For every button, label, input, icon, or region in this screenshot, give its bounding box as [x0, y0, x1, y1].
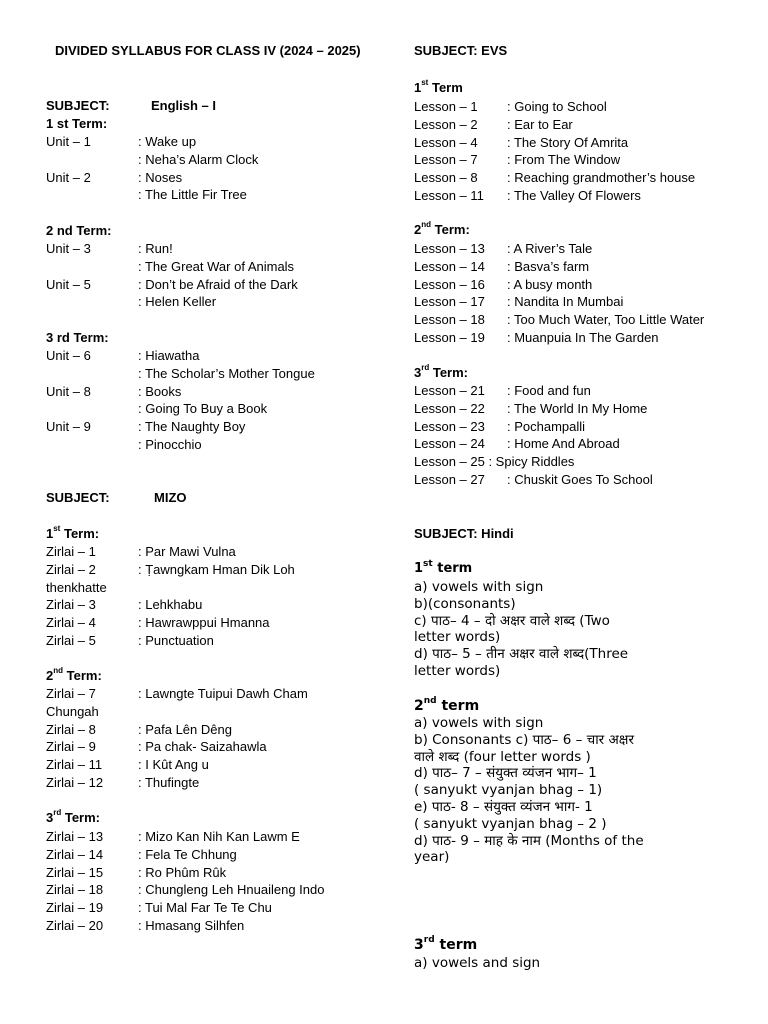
english-item-row — [46, 276, 386, 294]
english-item-title: : Going To Buy a Book — [138, 401, 268, 417]
mizo-item-code: Zirlai – 9 — [46, 739, 96, 755]
evs-item-row — [414, 400, 754, 418]
mizo-item-code: Chungah — [46, 703, 99, 719]
evs-item-title: : Basva’s farm — [507, 258, 590, 274]
hindi-subject-heading: SUBJECT: Hindi — [414, 526, 514, 541]
evs-item-code: Lesson – 14 — [414, 258, 485, 274]
mizo-item-row — [46, 561, 386, 579]
evs-item-row — [414, 311, 754, 329]
hindi-term1-line: c) पाठ– 4 – दो अक्षर वाले शब्द (Two — [414, 612, 610, 629]
hindi-term-3-heading: 3rd term — [414, 935, 478, 953]
hindi-term2-line: वाले शब्द (four letter words ) — [414, 748, 591, 765]
english-item-title: : The Great War of Animals — [138, 258, 295, 274]
hindi-term-1-heading: 1st term — [414, 559, 473, 576]
mizo-item-row — [46, 846, 386, 864]
english-item-title: : Books — [138, 383, 182, 399]
evs-item-row — [414, 293, 754, 311]
hindi-term1-line: a) vowels with sign — [414, 579, 544, 595]
hindi-term1-line: letter words) — [414, 663, 501, 679]
mizo-item-code: thenkhatte — [46, 579, 107, 595]
mizo-item-row — [46, 738, 386, 756]
mizo-item-code: Zirlai – 2 — [46, 561, 96, 577]
hindi-term2-line: e) पाठ- 8 – संयुक्त व्यंजन भाग- 1 — [414, 799, 593, 815]
english-item-code: Unit – 5 — [46, 276, 91, 292]
mizo-item-title: : Lawngte Tuipui Dawh Cham — [138, 686, 308, 701]
evs-subject-heading: SUBJECT: EVS — [414, 43, 508, 58]
evs-item-title: : From The Window — [507, 152, 621, 168]
mizo-item-row — [46, 774, 386, 792]
mizo-item-title: : Ro Phûm Rûk — [138, 864, 227, 880]
english-item-row — [46, 400, 386, 418]
english-item-row — [46, 151, 386, 169]
evs-item-title: : Reaching grandmother’s house — [507, 170, 696, 186]
hindi-term1-line: letter words) — [414, 629, 501, 646]
evs-item-code: Lesson – 1 — [414, 99, 478, 114]
mizo-item-row — [46, 579, 386, 597]
mizo-term-1-heading: 1st Term: — [46, 524, 100, 541]
evs-item-title: : The Valley Of Flowers — [507, 188, 641, 203]
mizo-item-row — [46, 685, 386, 703]
english-item-title: : Hiawatha — [138, 348, 200, 363]
evs-item-row — [414, 258, 754, 276]
mizo-item-row — [46, 917, 386, 935]
mizo-item-title: : Chungleng Leh Hnuaileng Indo — [138, 882, 325, 898]
evs-item-code: Lesson – 13 — [414, 241, 485, 256]
english-item-row — [46, 436, 386, 454]
evs-item-title: : Chuskit Goes To School — [507, 472, 653, 487]
english-item-code: Unit – 8 — [46, 383, 91, 399]
hindi-term2-line: ( sanyukt vyanjan bhag – 1) — [414, 782, 603, 799]
english-item-row — [46, 133, 386, 151]
evs-item-row — [414, 151, 754, 169]
english-subject-name: English – I — [151, 98, 217, 113]
evs-item-title: : A River’s Tale — [507, 241, 593, 256]
english-item-row — [46, 169, 386, 187]
mizo-item-code: Zirlai – 15 — [46, 864, 104, 880]
mizo-item-title: : Lehkhabu — [138, 597, 203, 613]
english-item-row — [46, 258, 386, 276]
evs-item-title: : Ear to Ear — [507, 116, 573, 132]
mizo-item-title: : Ṭawngkam Hman Dik Loh — [138, 561, 295, 577]
hindi-term2-line: b) Consonants c) पाठ– 6 – चार अक्षर — [414, 731, 635, 748]
evs-item-code: Lesson – 8 — [414, 170, 478, 186]
evs-item-title: : Muanpuia In The Garden — [507, 330, 659, 345]
mizo-item-title: : Pa chak- Saizahawla — [138, 739, 267, 755]
english-item-title: : The Naughty Boy — [138, 419, 246, 435]
mizo-item-title: : Pafa Lên Dêng — [138, 721, 232, 737]
hindi-term1-line: d) पाठ– 5 – तीन अक्षर वाले शब्द(Three — [414, 646, 629, 663]
mizo-item-row — [46, 721, 386, 739]
english-item-title: : The Scholar’s Mother Tongue — [138, 365, 315, 381]
mizo-item-title: : I Kût Ang u — [138, 757, 209, 773]
evs-item-row — [414, 134, 754, 152]
evs-item-code: Lesson – 2 — [414, 116, 478, 132]
evs-item-title: : The Story Of Amrita — [507, 134, 629, 150]
mizo-item-title: : Mizo Kan Nih Kan Lawm E — [138, 829, 300, 844]
english-item-row — [46, 347, 386, 365]
evs-item-row — [414, 471, 754, 489]
english-item-row — [46, 240, 386, 258]
evs-item-code: Lesson – 17 — [414, 294, 485, 310]
hindi-term2-line: d) पाठ– 7 – संयुक्त व्यंजन भाग– 1 — [414, 765, 597, 782]
english-item-row — [46, 418, 386, 436]
evs-item-row — [414, 116, 754, 134]
evs-item-code: Lesson – 24 — [414, 436, 485, 452]
hindi-term2-line: ( sanyukt vyanjan bhag – 2 ) — [414, 815, 607, 832]
mizo-item-code: Zirlai – 7 — [46, 686, 96, 701]
english-term-1-heading: 1 st Term: — [46, 116, 108, 131]
evs-item-row — [414, 169, 754, 187]
english-item-row — [46, 293, 386, 311]
english-item-code: Unit – 2 — [46, 169, 91, 185]
hindi-term3-line: a) vowels and sign — [414, 955, 541, 971]
evs-item-row — [414, 187, 754, 205]
english-subject-heading — [46, 98, 217, 113]
english-item-row — [46, 365, 386, 383]
mizo-item-row — [46, 632, 386, 650]
evs-term-1-heading: 1st Term — [414, 78, 463, 95]
english-item-code: Unit – 1 — [46, 134, 91, 149]
mizo-subject-label: SUBJECT: — [46, 490, 110, 505]
evs-item-title: : Too Much Water, Too Little Water — [507, 312, 705, 328]
english-item-row — [46, 186, 386, 204]
evs-item-row — [414, 276, 754, 294]
mizo-item-code: Zirlai – 12 — [46, 775, 104, 790]
evs-item-title: : Home And Abroad — [507, 436, 620, 452]
mizo-item-code: Zirlai – 11 — [46, 757, 103, 773]
english-item-title: : Don’t be Afraid of the Dark — [138, 276, 298, 292]
english-item-title: : Noses — [138, 169, 183, 185]
mizo-item-row — [46, 828, 386, 846]
evs-item-row — [414, 382, 754, 400]
evs-item-code: Lesson – 18 — [414, 312, 485, 328]
evs-item-code: Lesson – 23 — [414, 418, 485, 434]
mizo-item-code: Zirlai – 18 — [46, 882, 104, 898]
english-item-code: Unit – 6 — [46, 348, 91, 363]
english-term-2-heading: 2 nd Term: — [46, 223, 112, 238]
evs-item-code: Lesson – 27 — [414, 472, 485, 487]
evs-item-row — [414, 435, 754, 453]
english-item-title: : The Little Fir Tree — [138, 187, 247, 203]
evs-item-code: Lesson – 4 — [414, 134, 478, 150]
document-title: DIVIDED SYLLABUS FOR CLASS IV (2024 – 2025) — [55, 43, 361, 58]
mizo-item-code: Zirlai – 5 — [46, 633, 96, 648]
mizo-item-code: Zirlai – 4 — [46, 615, 96, 631]
mizo-item-row — [46, 703, 386, 721]
mizo-item-row — [46, 614, 386, 632]
english-item-title: : Wake up — [138, 134, 197, 149]
hindi-term2-line: year) — [414, 849, 450, 866]
english-item-title: : Neha’s Alarm Clock — [138, 151, 259, 167]
evs-item-title: : A busy month — [507, 276, 593, 292]
evs-item-title: : Nandita In Mumbai — [507, 294, 624, 310]
mizo-subject-heading — [46, 490, 187, 505]
evs-item-row — [414, 418, 754, 436]
evs-item-title: : Food and fun — [507, 383, 591, 398]
evs-item-code: Lesson – 19 — [414, 330, 485, 345]
english-item-row — [46, 383, 386, 401]
hindi-term-2-heading: 2nd term — [414, 696, 480, 714]
mizo-item-title: : Par Mawi Vulna — [138, 544, 236, 559]
english-item-title: : Helen Keller — [138, 294, 217, 310]
mizo-item-row — [46, 596, 386, 614]
mizo-item-row — [46, 881, 386, 899]
mizo-item-title: : Hmasang Silhfen — [138, 918, 245, 933]
english-subject-label: SUBJECT: — [46, 98, 110, 113]
mizo-item-code: Zirlai – 8 — [46, 721, 96, 737]
mizo-item-title: : Thufingte — [138, 775, 200, 790]
evs-item-code: Lesson – 25 : Spicy Riddles — [414, 454, 575, 470]
mizo-term-3-heading: 3rd Term: — [46, 808, 100, 825]
evs-item-code: Lesson – 11 — [414, 188, 484, 203]
hindi-term2-line: a) vowels with sign — [414, 715, 544, 731]
english-term-3-heading: 3 rd Term: — [46, 330, 109, 345]
evs-item-title: : Going to School — [507, 99, 607, 114]
mizo-item-code: Zirlai – 1 — [46, 544, 96, 559]
mizo-term-2-heading: 2nd Term: — [46, 666, 102, 683]
evs-item-row — [414, 240, 754, 258]
evs-item-title: : The World In My Home — [507, 400, 648, 416]
evs-item-title: : Pochampalli — [507, 418, 586, 434]
evs-item-row — [414, 329, 754, 347]
mizo-item-row — [46, 543, 386, 561]
hindi-term2-line: d) पाठ- 9 – माह के नाम (Months of the — [414, 832, 644, 849]
mizo-item-code: Zirlai – 3 — [46, 597, 96, 613]
mizo-item-code: Zirlai – 13 — [46, 829, 104, 844]
english-item-code: Unit – 9 — [46, 419, 91, 435]
mizo-item-code: Zirlai – 14 — [46, 846, 104, 862]
mizo-item-code: Zirlai – 19 — [46, 900, 104, 916]
evs-item-row — [414, 453, 754, 471]
mizo-item-title: : Tui Mal Far Te Te Chu — [138, 900, 272, 916]
evs-item-row — [414, 98, 754, 116]
evs-item-code: Lesson – 21 — [414, 383, 485, 398]
mizo-subject-name: MIZO — [154, 490, 187, 505]
evs-item-code: Lesson – 16 — [414, 276, 485, 292]
mizo-item-row — [46, 864, 386, 882]
mizo-item-title: : Hawrawppui Hmanna — [138, 615, 270, 631]
mizo-item-code: Zirlai – 20 — [46, 918, 104, 933]
english-item-code: Unit – 3 — [46, 241, 91, 256]
evs-term-3-heading: 3rd Term: — [414, 363, 468, 380]
mizo-item-row — [46, 899, 386, 917]
english-item-title: : Run! — [138, 241, 173, 256]
evs-item-code: Lesson – 22 — [414, 400, 485, 416]
evs-item-code: Lesson – 7 — [414, 152, 478, 168]
mizo-item-row — [46, 756, 386, 774]
mizo-item-title: : Fela Te Chhung — [138, 846, 237, 862]
english-item-title: : Pinocchio — [138, 437, 202, 452]
mizo-item-title: : Punctuation — [138, 633, 214, 648]
evs-term-2-heading: 2nd Term: — [414, 220, 470, 237]
hindi-term1-line: b)(consonants) — [414, 595, 516, 612]
